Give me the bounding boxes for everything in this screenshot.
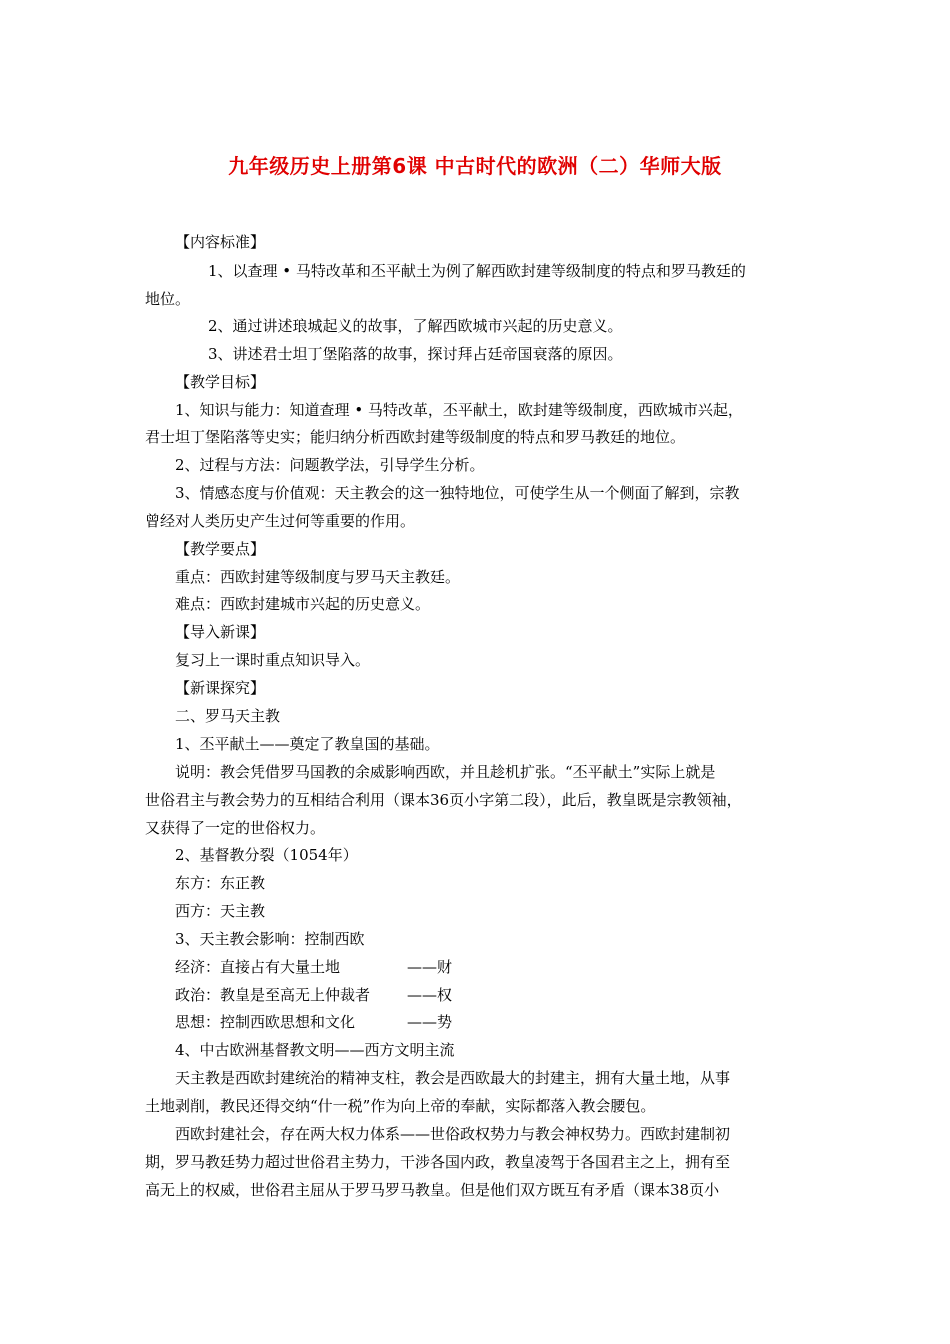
key-point-difficulty: 难点：西欧封建城市兴起的历史意义。 xyxy=(175,595,431,613)
influence-thought: 思想：控制西欧思想和文化 xyxy=(175,1013,356,1031)
teaching-goal-1-cont: 君士坦丁堡陷落等史实；能归纳分析西欧封建等级制度的特点和罗马教廷的地位。 xyxy=(145,428,686,446)
content-standard-item-3: 3、讲述君士坦丁堡陷落的故事，探讨拜占廷帝国衰落的原因。 xyxy=(208,345,623,363)
teaching-goal-2: 2、过程与方法：问题教学法，引导学生分析。 xyxy=(175,456,485,474)
west-church: 西方：天主教 xyxy=(175,902,266,920)
explore-item-3: 3、天主教会影响：控制西欧 xyxy=(175,930,365,948)
paragraph-2-line-3: 高无上的权威，世俗君主屈从于罗马罗马教皇。但是他们双方既互有矛盾（课本38页小 xyxy=(145,1181,720,1199)
explain-paragraph-line-3: 又获得了一定的世俗权力。 xyxy=(145,819,326,837)
explore-heading: 【新课探究】 xyxy=(175,679,266,697)
influence-politics-tag: ——权 xyxy=(407,986,453,1004)
explore-item-2: 2、基督教分裂（1054年） xyxy=(175,846,358,864)
content-standard-item-2: 2、通过讲述琅城起义的故事，了解西欧城市兴起的历史意义。 xyxy=(208,317,623,335)
intro-text: 复习上一课时重点知识导入。 xyxy=(175,651,371,669)
teaching-goal-3: 3、情感态度与价值观：天主教会的这一独特地位，可使学生从一个侧面了解到，宗教 xyxy=(175,484,740,502)
teaching-goals-heading: 【教学目标】 xyxy=(175,373,266,391)
explain-paragraph-line-1: 说明：教会凭借罗马国教的余威影响西欧，并且趁机扩张。“丕平献土”实际上就是 xyxy=(175,763,716,781)
influence-politics: 政治：教皇是至高无上仲裁者 xyxy=(175,986,371,1004)
explore-item-1: 1、丕平献土——奠定了教皇国的基础。 xyxy=(175,735,440,753)
section-roman-catholic: 二、罗马天主教 xyxy=(175,707,281,725)
intro-heading: 【导入新课】 xyxy=(175,623,266,641)
teaching-goal-1: 1、知识与能力：知道查理 • 马特改革，丕平献土，欧封建等级制度，西欧城市兴起， xyxy=(175,401,743,419)
content-standard-heading: 【内容标准】 xyxy=(175,233,266,251)
influence-economy-tag: ——财 xyxy=(407,958,453,976)
paragraph-2-line-1: 西欧封建社会，存在两大权力体系——世俗政权势力与教会神权势力。西欧封建制初 xyxy=(175,1125,731,1143)
document-title: 九年级历史上册第6课 中古时代的欧洲（二）华师大版 xyxy=(228,154,722,178)
teaching-goal-3-cont: 曾经对人类历史产生过何等重要的作用。 xyxy=(145,512,416,530)
paragraph-1-line-2: 土地剥削，教民还得交纳“什一税”作为向上帝的奉献，实际都落入教会腰包。 xyxy=(145,1097,656,1115)
influence-thought-tag: ——势 xyxy=(407,1013,453,1031)
paragraph-2-line-2: 期，罗马教廷势力超过世俗君主势力，干涉各国内政，教皇凌驾于各国君主之上，拥有至 xyxy=(145,1153,731,1171)
content-standard-item-1-cont: 地位。 xyxy=(145,290,191,308)
explore-item-4: 4、中古欧洲基督教文明——西方文明主流 xyxy=(175,1041,455,1059)
paragraph-1-line-1: 天主教是西欧封建统治的精神支柱，教会是西欧最大的封建主，拥有大量土地，从事 xyxy=(175,1069,731,1087)
content-standard-item-1: 1、以查理 • 马特改革和丕平献土为例了解西欧封建等级制度的特点和罗马教廷的 xyxy=(208,262,746,280)
influence-economy: 经济：直接占有大量土地 xyxy=(175,958,341,976)
explain-paragraph-line-2: 世俗君主与教会势力的互相结合利用（课本36页小字第二段），此后，教皇既是宗教领袖， xyxy=(145,791,742,809)
east-church: 东方：东正教 xyxy=(175,874,266,892)
key-points-heading: 【教学要点】 xyxy=(175,540,266,558)
key-point-focus: 重点：西欧封建等级制度与罗马天主教廷。 xyxy=(175,568,461,586)
